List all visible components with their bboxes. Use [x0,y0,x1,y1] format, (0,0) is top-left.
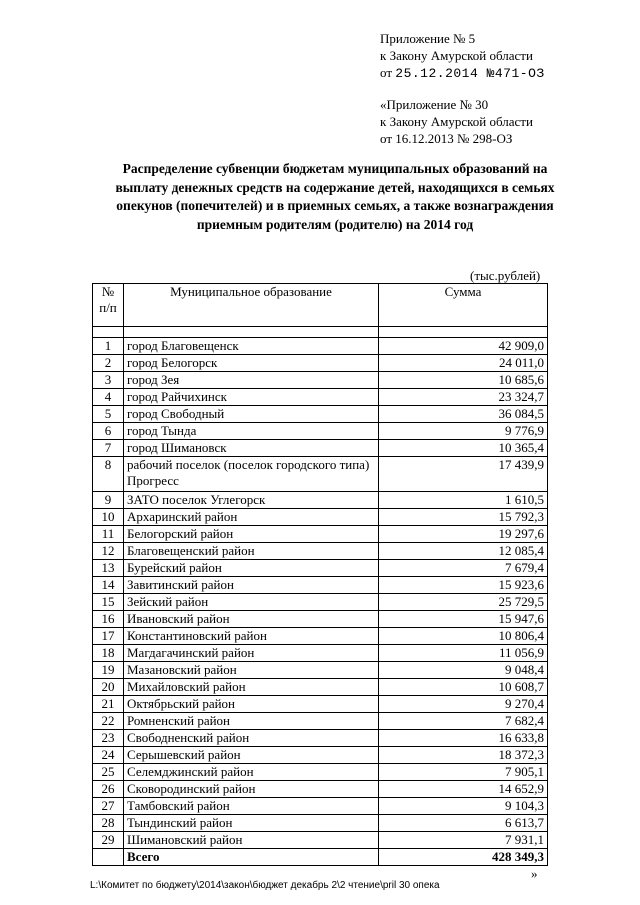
row-municipality: Серышевский район [124,747,379,764]
row-municipality: Белогорский район [124,526,379,543]
units-label: (тыс.рублей) [470,268,541,283]
row-number: 22 [93,713,124,730]
row-sum: 16 633,8 [379,730,548,747]
row-municipality: город Тында [124,423,379,440]
row-municipality: Шимановский район [124,832,379,849]
row-municipality: Благовещенский район [124,543,379,560]
spacer-cell [93,327,124,338]
row-number: 2 [93,355,124,372]
row-number: 20 [93,679,124,696]
header-num: № п/п [93,284,124,327]
row-sum: 9 270,4 [379,696,548,713]
row-number: 17 [93,628,124,645]
row-number: 16 [93,611,124,628]
row-sum: 7 679,4 [379,560,548,577]
table-row [93,611,548,628]
table-row [93,832,548,849]
table-row [93,423,548,440]
table-row [93,577,548,594]
row-sum: 7 682,4 [379,713,548,730]
row-municipality: город Белогорск [124,355,379,372]
row-municipality: Сковородинский район [124,781,379,798]
row-number: 15 [93,594,124,611]
table-row [93,492,548,509]
row-sum: 9 104,3 [379,798,548,815]
row-municipality: город Благовещенск [124,338,379,355]
row-sum: 42 909,0 [379,338,548,355]
table-row [93,713,548,730]
table-row [93,679,548,696]
annex-old-date: от 16.12.2013 № 298-ОЗ [380,131,513,146]
row-sum: 10 806,4 [379,628,548,645]
row-number: 5 [93,406,124,423]
table-row [93,747,548,764]
row-sum: 18 372,3 [379,747,548,764]
row-sum: 15 947,6 [379,611,548,628]
row-sum: 10 685,6 [379,372,548,389]
annex-number: Приложение № 5 [380,31,476,46]
row-sum: 19 297,6 [379,526,548,543]
row-sum: 7 931,1 [379,832,548,849]
row-sum: 23 324,7 [379,389,548,406]
row-municipality: Ромненский район [124,713,379,730]
table-row [93,389,548,406]
row-number: 10 [93,509,124,526]
table-header-row [93,284,548,327]
table-row [93,764,548,781]
row-number: 4 [93,389,124,406]
table-row [93,509,548,526]
row-municipality: ЗАТО поселок Углегорск [124,492,379,509]
row-municipality: Ивановский район [124,611,379,628]
row-municipality: Магдагачинский район [124,645,379,662]
table-row [93,628,548,645]
spacer-cell [379,327,548,338]
row-number: 3 [93,372,124,389]
table-row [93,338,548,355]
table-row [93,662,548,679]
row-number: 28 [93,815,124,832]
row-sum: 15 792,3 [379,509,548,526]
row-municipality: город Зея [124,372,379,389]
row-number: 8 [93,457,124,492]
row-municipality: город Райчихинск [124,389,379,406]
document-title: Распределение субвенции бюджетам муниципальных образований на выплату денежных средств на содержание детей, находящихся в семьях опекунов (попечителей) и в приемных семьях, а также вознаграждения приемным родителям (родителю) на 2014 год [115,161,555,232]
row-sum: 9 776,9 [379,423,548,440]
table-spacer-row [93,327,548,338]
annex-old-block [380,96,533,147]
table-row [93,730,548,747]
header-name: Муниципальное образование [124,284,379,327]
row-sum: 12 085,4 [379,543,548,560]
row-municipality: Тамбовский район [124,798,379,815]
row-municipality: Селемджинский район [124,764,379,781]
annex-date-prefix: от [380,65,396,80]
annex-date [380,64,545,82]
row-sum: 25 729,5 [379,594,548,611]
row-number: 29 [93,832,124,849]
table-row [93,440,548,457]
annex-date-stamp: 25.12.2014 №471-ОЗ [395,66,545,81]
row-number: 19 [93,662,124,679]
row-number: 1 [93,338,124,355]
row-number: 9 [93,492,124,509]
row-municipality: рабочий поселок (поселок городского типа) Прогресс [124,457,379,492]
row-sum: 17 439,9 [379,457,548,492]
annex-old-law: к Закону Амурской области [380,114,533,129]
closing-quote: » [531,866,538,881]
row-number: 23 [93,730,124,747]
row-sum: 11 056,9 [379,645,548,662]
row-municipality: Октябрьский район [124,696,379,713]
row-municipality: Завитинский район [124,577,379,594]
row-sum: 7 905,1 [379,764,548,781]
table-row [93,355,548,372]
subvention-table [92,283,548,866]
file-path-footer: L:\Комитет по бюджету\2014\закон\бюджет декабрь 2\2 чтение\pril 30 опека [90,880,440,891]
row-number: 11 [93,526,124,543]
total-label: Всего [124,849,379,866]
table-row [93,781,548,798]
total-num [93,849,124,866]
table-row [93,457,548,492]
row-sum: 10 365,4 [379,440,548,457]
annex-block [380,30,545,82]
row-municipality: Константиновский район [124,628,379,645]
table-row [93,696,548,713]
row-municipality: Зейский район [124,594,379,611]
row-sum: 15 923,6 [379,577,548,594]
row-number: 6 [93,423,124,440]
table-row [93,645,548,662]
table-row [93,560,548,577]
row-sum: 36 084,5 [379,406,548,423]
header-sum: Сумма [379,284,548,327]
row-municipality: Тындинский район [124,815,379,832]
annex-old-number: «Приложение № 30 [380,97,489,112]
row-number: 25 [93,764,124,781]
spacer-cell [124,327,379,338]
row-number: 12 [93,543,124,560]
row-sum: 24 011,0 [379,355,548,372]
row-number: 7 [93,440,124,457]
row-number: 14 [93,577,124,594]
table-row [93,406,548,423]
row-municipality: Мазановский район [124,662,379,679]
row-municipality: Свободненский район [124,730,379,747]
row-number: 13 [93,560,124,577]
row-municipality: Михайловский район [124,679,379,696]
row-sum: 6 613,7 [379,815,548,832]
row-municipality: Архаринский район [124,509,379,526]
row-sum: 9 048,4 [379,662,548,679]
row-number: 27 [93,798,124,815]
annex-law: к Закону Амурской области [380,48,533,63]
table-row [93,543,548,560]
row-number: 18 [93,645,124,662]
row-number: 21 [93,696,124,713]
table-row [93,372,548,389]
row-number: 24 [93,747,124,764]
table-row [93,526,548,543]
table-row [93,798,548,815]
total-sum: 428 349,3 [379,849,548,866]
table-row [93,594,548,611]
row-municipality: город Шимановск [124,440,379,457]
row-sum: 1 610,5 [379,492,548,509]
row-sum: 10 608,7 [379,679,548,696]
row-sum: 14 652,9 [379,781,548,798]
row-municipality: город Свободный [124,406,379,423]
table-row [93,815,548,832]
row-number: 26 [93,781,124,798]
table-total-row [93,849,548,866]
row-municipality: Бурейский район [124,560,379,577]
